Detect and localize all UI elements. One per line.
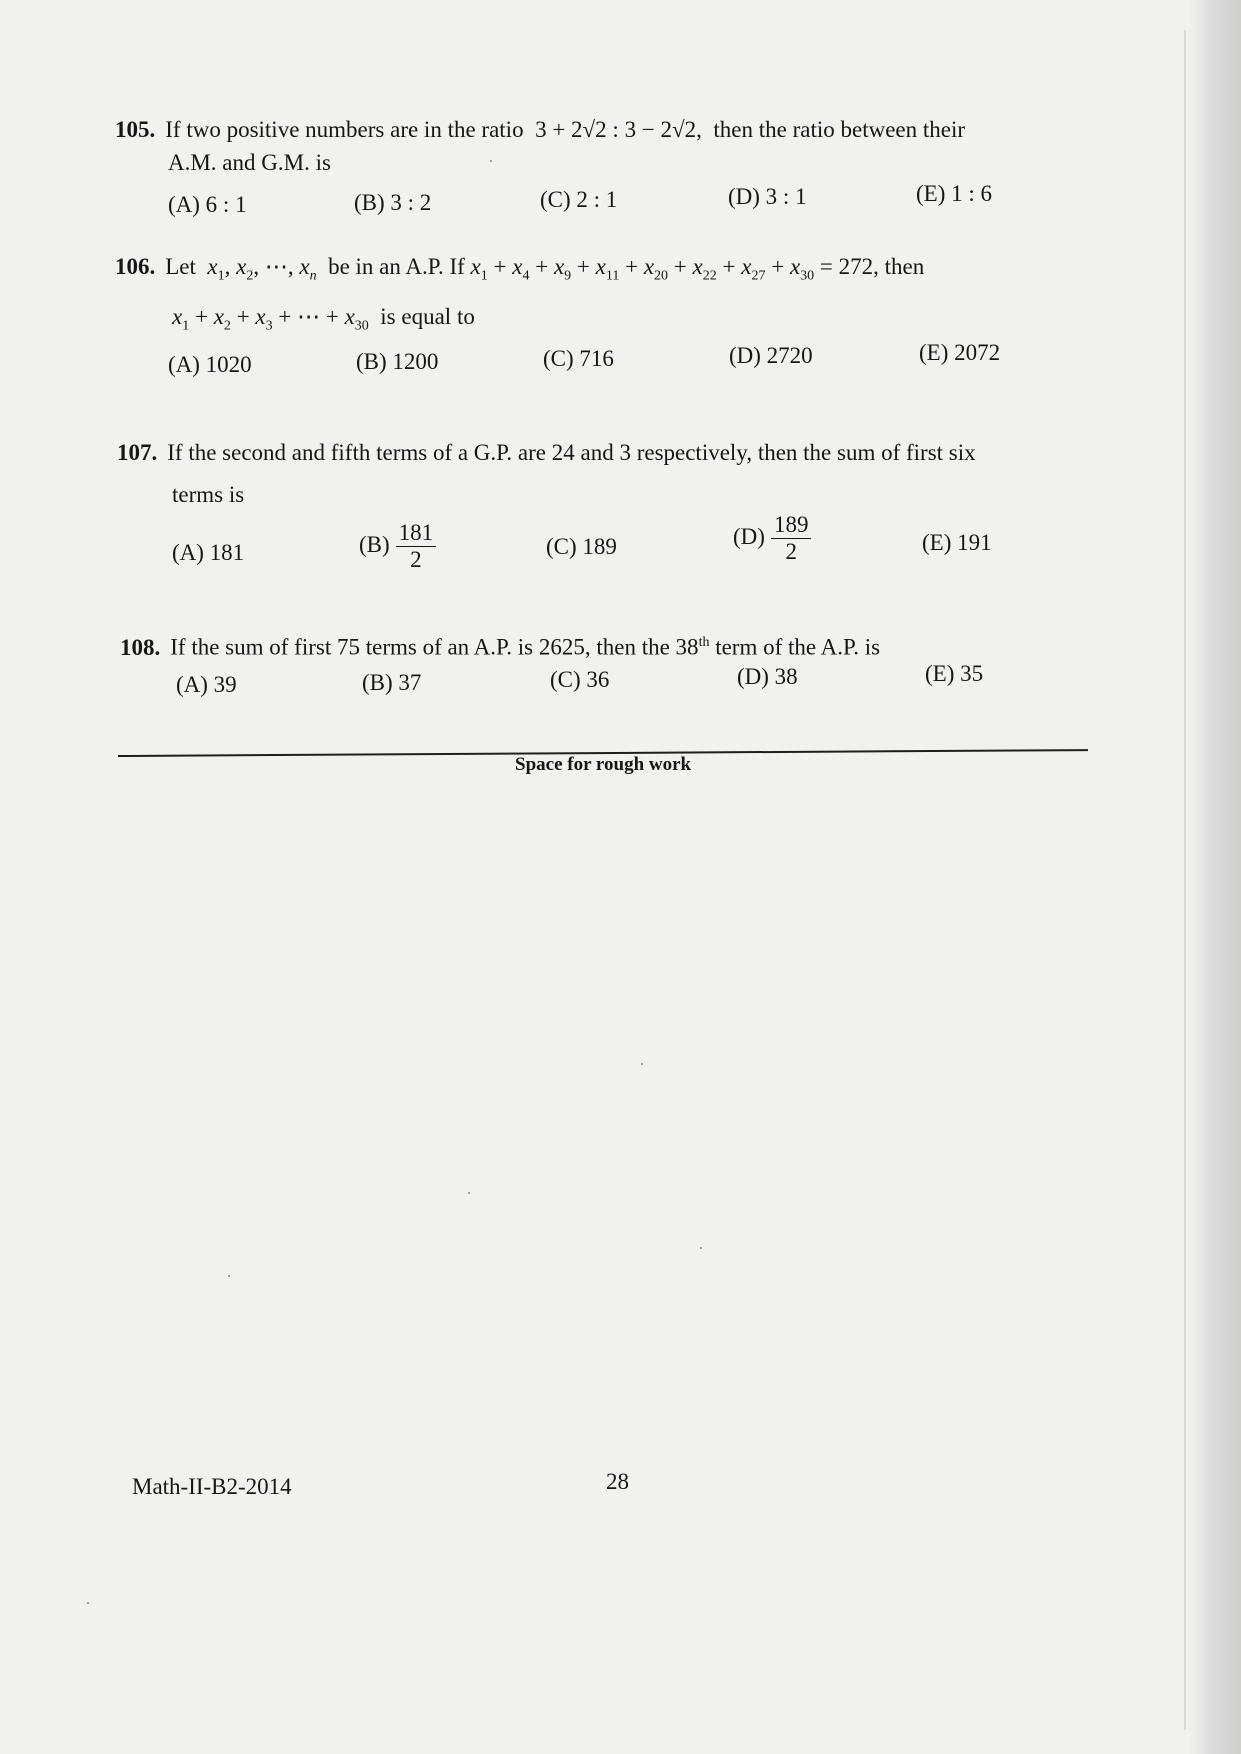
option-d: (D) 38 [737, 664, 798, 689]
page-number: 28 [606, 1469, 629, 1494]
paper-code: Math-II-B2-2014 [132, 1474, 292, 1499]
question-107-line1 [117, 438, 976, 468]
scan-speck [641, 1063, 643, 1065]
question-text: be in an A.P. If [328, 254, 465, 279]
fraction-denominator: 2 [410, 547, 422, 572]
option-c: (C) 189 [546, 534, 617, 559]
superscript: th [698, 635, 710, 650]
option-c: (C) 716 [543, 346, 614, 371]
question-108-line1 [120, 628, 880, 663]
question-106-line2: $x_1 + x_2 + x_3$ + ⋯ + $x_{30}$ is equal to [172, 304, 475, 334]
option-e: (E) 35 [925, 661, 984, 686]
math-expression: = 272, [819, 254, 879, 279]
option-e: (E) 1 : 6 [916, 181, 993, 206]
option-a: (A) 39 [176, 672, 237, 697]
option-label: (D) [733, 523, 765, 549]
option-a: (A) 181 [172, 540, 245, 565]
question-text: then the ratio between their [713, 117, 966, 142]
page-edge-line [1184, 30, 1186, 1730]
fraction-numerator: 189 [771, 512, 812, 539]
scan-speck [490, 160, 492, 162]
fraction [396, 520, 437, 573]
question-107-line2: terms is [172, 482, 245, 507]
option-a: (A) 1020 [168, 352, 252, 377]
question-text: term of the A.P. is [709, 634, 881, 660]
question-number: 108. [120, 634, 161, 660]
fraction-denominator: 2 [785, 539, 797, 564]
question-number: 106. [115, 254, 156, 279]
option-c: (C) 2 : 1 [540, 187, 618, 212]
question-106-line1: 106. Let $x_1$, $x_2$, ⋯, $x_n$ be in an A.P. If $x_1 + x_4 + x_9 + x_{11} + x_{20} + x_{22} + x_{27} + x_{30} = 272$, then [115, 254, 925, 284]
option-e: (E) 191 [922, 530, 992, 555]
question-text: If the second and fifth terms of a G.P. are 24 and 3 respectively, then the sum of first six [167, 440, 976, 465]
option-b [359, 520, 436, 573]
question-number: 105. [115, 117, 156, 142]
scan-speck [87, 1602, 89, 1604]
math-expression: 3 + 2√2 : 3 − 2√2, [535, 117, 702, 142]
option-d: (D) 2720 [729, 343, 813, 368]
question-text: Let [165, 254, 196, 279]
option-e: (E) 2072 [919, 340, 1001, 365]
option-label: (B) [359, 531, 390, 557]
question-text: is equal to [380, 304, 475, 329]
option-d: (D) 3 : 1 [728, 184, 807, 209]
question-number: 107. [117, 440, 158, 465]
fraction [771, 512, 812, 565]
question-105-line2: A.M. and G.M. is [168, 150, 331, 175]
scan-speck [228, 1275, 230, 1277]
option-b: (B) 1200 [356, 349, 439, 374]
rough-work-label: Space for rough work [515, 754, 692, 775]
option-d [733, 512, 811, 565]
option-b: (B) 37 [362, 670, 422, 695]
fraction-numerator: 181 [396, 520, 437, 547]
scan-speck [700, 1247, 702, 1249]
question-text: If the sum of first 75 terms of an A.P. is 2625, then the 38 [170, 634, 699, 660]
option-b: (B) 3 : 2 [354, 190, 432, 215]
option-c: (C) 36 [550, 667, 610, 692]
question-105-line1 [115, 115, 965, 145]
page-edge-shadow [1189, 0, 1241, 1754]
option-a: (A) 6 : 1 [168, 192, 247, 217]
question-text: then [884, 254, 925, 279]
scan-speck [468, 1192, 470, 1194]
question-text: If two positive numbers are in the ratio [165, 117, 524, 142]
